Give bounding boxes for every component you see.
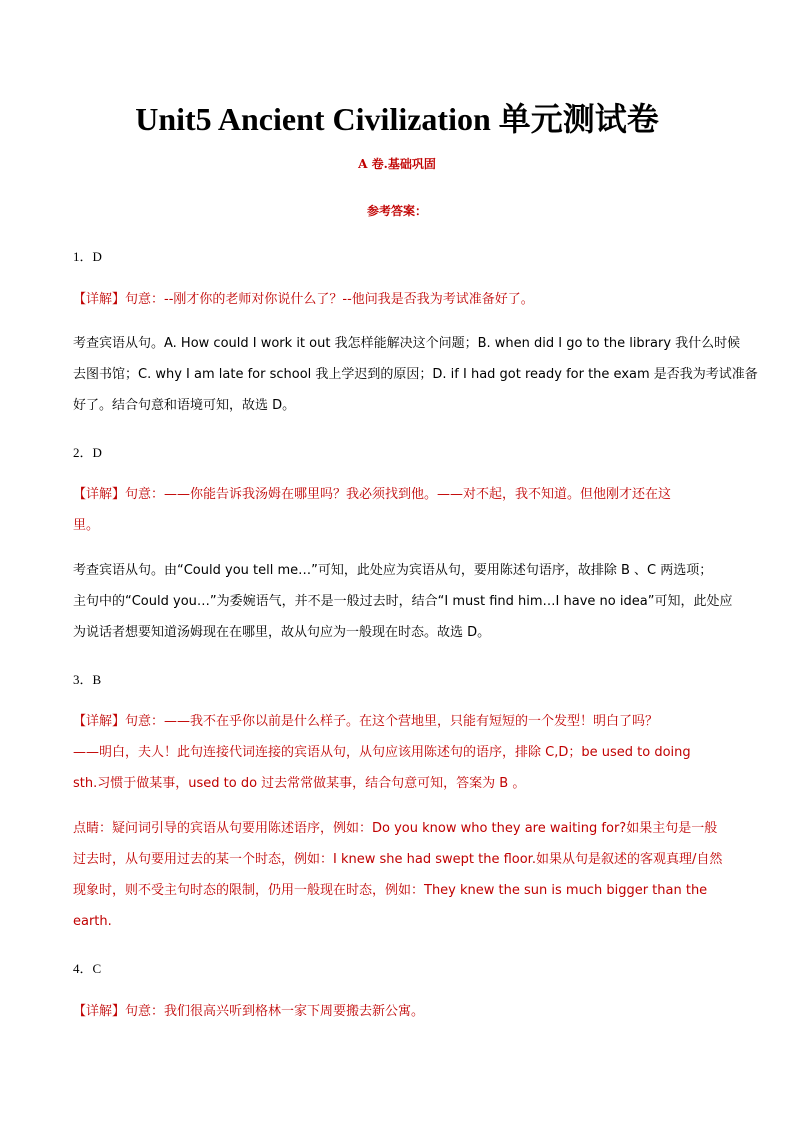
section-heading: A 卷.基础巩固	[358, 157, 436, 171]
detail-text: 句意：我们很高兴听到格林一家下周要搬去新公寓。	[125, 1004, 425, 1019]
detail-1	[73, 284, 723, 315]
question-number-2: 2．D	[73, 445, 102, 460]
question-number-4: 4．C	[73, 961, 102, 976]
detail-tag: 【详解】	[73, 292, 126, 307]
page-title: Unit5 Ancient Civilization 单元测试卷	[135, 101, 659, 137]
detail-3-line-2: ——明白，夫人！此句连接代词连接的宾语从句，从句应该用陈述句的语序，排除 C,D；be used to doing	[73, 745, 691, 760]
note-3-line-1: 点睛：疑问词引导的宾语从句要用陈述语序，例如：Do you know who they are waiting for?如果主句是一般	[73, 821, 718, 836]
analysis-2-line-3: 为说话者想要知道汤姆现在在哪里，故从句应为一般现在时态。故选 D。	[73, 625, 491, 640]
question-number-1: 1．D	[73, 249, 102, 264]
detail-text: 句意：——你能告诉我汤姆在哪里吗？我必须找到他。——对不起，我不知道。但他刚才还在这	[125, 487, 672, 502]
question-number-3: 3．B	[73, 672, 102, 687]
detail-2-line-2: 里。	[73, 518, 100, 533]
analysis-1-line-3: 好了。结合句意和语境可知，故选 D。	[73, 398, 296, 413]
detail-tag: 【详解】	[73, 714, 126, 729]
detail-text: 句意：--刚才你的老师对你说什么了？--他问我是否我为考试准备好了。	[125, 292, 534, 307]
note-3-line-2: 过去时，从句要用过去的某一个时态，例如：I knew she had swept the floor.如果从句是叙述的客观真理/自然	[73, 852, 723, 867]
detail-tag: 【详解】	[73, 1004, 126, 1019]
analysis-1-line-1: 考查宾语从句。A. How could I work it out 我怎样能解决这个问题；B. when did I go to the library 我什么时候	[73, 336, 741, 351]
detail-3-line-1	[73, 706, 723, 737]
analysis-1-line-2: 去图书馆；C. why I am late for school 我上学迟到的原因；D. if I had got ready for the exam 是否我为考试准备	[73, 367, 758, 382]
analysis-2-line-2: 主句中的“Could you…”为委婉语气，并不是一般过去时，结合“I must find him…I have no idea”可知，此处应	[73, 594, 733, 609]
answers-heading: 参考答案：	[366, 204, 427, 218]
detail-tag: 【详解】	[73, 487, 126, 502]
detail-text: 句意：——我不在乎你以前是什么样子。在这个营地里，只能有短短的一个发型！明白了吗？	[125, 714, 659, 729]
detail-2-line-1	[73, 479, 723, 510]
note-3-line-4: earth.	[73, 914, 112, 929]
note-3-line-3: 现象时，则不受主句时态的限制，仍用一般现在时态，例如：They knew the sun is much bigger than the	[73, 883, 708, 898]
detail-4	[73, 996, 723, 1027]
detail-3-line-3: sth.习惯于做某事，used to do 过去常常做某事，结合句意可知，答案为 B 。	[73, 776, 526, 791]
analysis-2-line-1: 考查宾语从句。由“Could you tell me…”可知，此处应为宾语从句，要用陈述句语序，故排除 B 、C 两选项；	[73, 563, 713, 578]
